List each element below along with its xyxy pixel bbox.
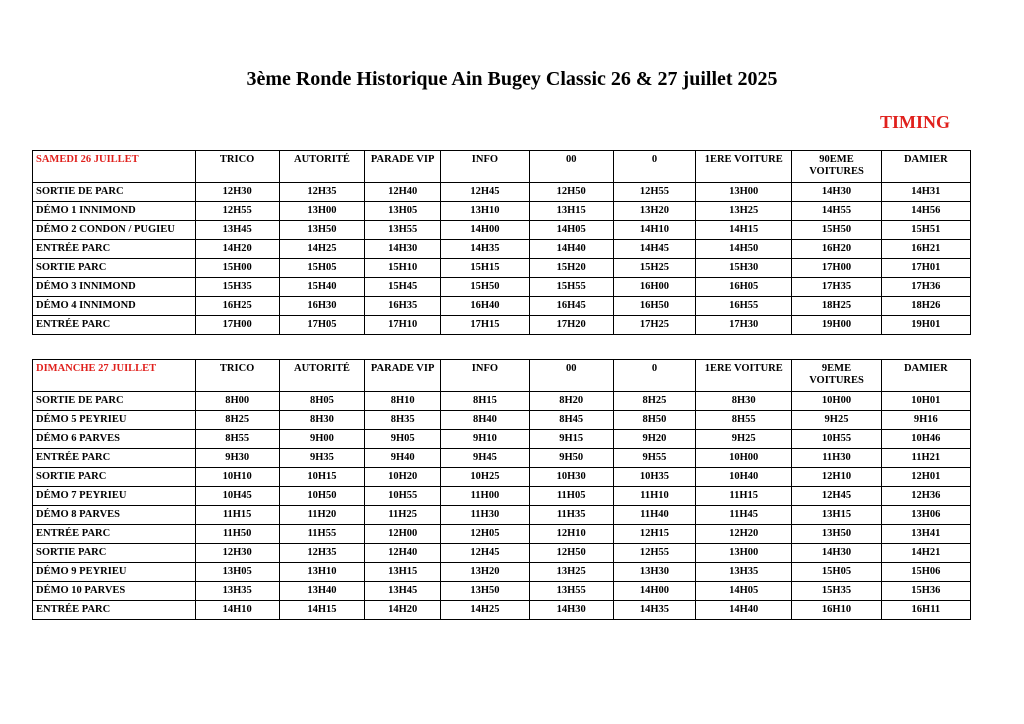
time-cell: 15H25 bbox=[613, 259, 695, 278]
table-row bbox=[33, 487, 971, 506]
time-cell: 9H25 bbox=[696, 430, 792, 449]
time-cell: 18H26 bbox=[881, 297, 970, 316]
table-header-row bbox=[33, 151, 971, 183]
column-header: TRICO bbox=[195, 360, 279, 392]
time-cell: 10H55 bbox=[365, 487, 441, 506]
time-cell: 13H55 bbox=[365, 221, 441, 240]
column-header: 90EME VOITURES bbox=[792, 151, 881, 183]
time-cell: 8H15 bbox=[441, 392, 529, 411]
column-header: DAMIER bbox=[881, 360, 970, 392]
table-row bbox=[33, 449, 971, 468]
time-cell: 13H05 bbox=[195, 563, 279, 582]
table-row bbox=[33, 183, 971, 202]
time-cell: 14H21 bbox=[881, 544, 970, 563]
time-cell: 11H25 bbox=[365, 506, 441, 525]
time-cell: 13H10 bbox=[441, 202, 529, 221]
time-cell: 13H50 bbox=[441, 582, 529, 601]
time-cell: 12H15 bbox=[613, 525, 695, 544]
time-cell: 11H00 bbox=[441, 487, 529, 506]
time-cell: 15H45 bbox=[365, 278, 441, 297]
time-cell: 10H00 bbox=[792, 392, 881, 411]
time-cell: 8H25 bbox=[613, 392, 695, 411]
stage-name: DÉMO 2 CONDON / PUGIEU bbox=[33, 221, 196, 240]
time-cell: 13H41 bbox=[881, 525, 970, 544]
time-cell: 10H10 bbox=[195, 468, 279, 487]
time-cell: 9H35 bbox=[279, 449, 364, 468]
time-cell: 13H25 bbox=[696, 202, 792, 221]
time-cell: 16H35 bbox=[365, 297, 441, 316]
time-cell: 13H15 bbox=[792, 506, 881, 525]
stage-name: DÉMO 6 PARVES bbox=[33, 430, 196, 449]
time-cell: 11H15 bbox=[195, 506, 279, 525]
time-cell: 15H20 bbox=[529, 259, 613, 278]
time-cell: 13H10 bbox=[279, 563, 364, 582]
time-cell: 14H30 bbox=[529, 601, 613, 620]
time-cell: 12H40 bbox=[365, 544, 441, 563]
time-cell: 11H50 bbox=[195, 525, 279, 544]
table-row bbox=[33, 582, 971, 601]
column-header: INFO bbox=[441, 151, 529, 183]
table-row bbox=[33, 563, 971, 582]
time-cell: 10H35 bbox=[613, 468, 695, 487]
table-row bbox=[33, 430, 971, 449]
stage-name: ENTRÉE PARC bbox=[33, 449, 196, 468]
time-cell: 16H21 bbox=[881, 240, 970, 259]
stage-name: ENTRÉE PARC bbox=[33, 525, 196, 544]
time-cell: 12H36 bbox=[881, 487, 970, 506]
time-cell: 9H45 bbox=[441, 449, 529, 468]
table-row bbox=[33, 506, 971, 525]
time-cell: 15H30 bbox=[696, 259, 792, 278]
time-cell: 17H15 bbox=[441, 316, 529, 335]
time-cell: 10H46 bbox=[881, 430, 970, 449]
time-cell: 15H51 bbox=[881, 221, 970, 240]
time-cell: 12H20 bbox=[696, 525, 792, 544]
time-cell: 14H15 bbox=[279, 601, 364, 620]
time-cell: 10H45 bbox=[195, 487, 279, 506]
table-row bbox=[33, 411, 971, 430]
time-cell: 13H45 bbox=[365, 582, 441, 601]
column-header: 00 bbox=[529, 360, 613, 392]
time-cell: 13H15 bbox=[529, 202, 613, 221]
time-cell: 12H05 bbox=[441, 525, 529, 544]
time-cell: 17H00 bbox=[792, 259, 881, 278]
time-cell: 8H55 bbox=[195, 430, 279, 449]
table-row bbox=[33, 601, 971, 620]
time-cell: 8H10 bbox=[365, 392, 441, 411]
stage-name: SORTIE DE PARC bbox=[33, 392, 196, 411]
sunday-schedule-table bbox=[32, 359, 971, 620]
time-cell: 17H35 bbox=[792, 278, 881, 297]
time-cell: 12H55 bbox=[613, 544, 695, 563]
column-header: AUTORITÉ bbox=[279, 151, 364, 183]
stage-name: SORTIE PARC bbox=[33, 468, 196, 487]
table-row bbox=[33, 297, 971, 316]
time-cell: 8H20 bbox=[529, 392, 613, 411]
time-cell: 13H40 bbox=[279, 582, 364, 601]
time-cell: 12H40 bbox=[365, 183, 441, 202]
column-header: TRICO bbox=[195, 151, 279, 183]
time-cell: 16H00 bbox=[613, 278, 695, 297]
time-cell: 10H15 bbox=[279, 468, 364, 487]
time-cell: 16H55 bbox=[696, 297, 792, 316]
time-cell: 14H55 bbox=[792, 202, 881, 221]
time-cell: 16H30 bbox=[279, 297, 364, 316]
time-cell: 8H30 bbox=[279, 411, 364, 430]
time-cell: 10H01 bbox=[881, 392, 970, 411]
time-cell: 16H25 bbox=[195, 297, 279, 316]
time-cell: 14H00 bbox=[441, 221, 529, 240]
time-cell: 15H35 bbox=[195, 278, 279, 297]
time-cell: 15H15 bbox=[441, 259, 529, 278]
time-cell: 14H35 bbox=[613, 601, 695, 620]
time-cell: 12H55 bbox=[613, 183, 695, 202]
time-cell: 11H35 bbox=[529, 506, 613, 525]
time-cell: 14H05 bbox=[529, 221, 613, 240]
table-row bbox=[33, 525, 971, 544]
time-cell: 11H15 bbox=[696, 487, 792, 506]
stage-name: SORTIE DE PARC bbox=[33, 183, 196, 202]
stage-name: SORTIE PARC bbox=[33, 259, 196, 278]
table-row bbox=[33, 544, 971, 563]
time-cell: 14H20 bbox=[195, 240, 279, 259]
time-cell: 11H55 bbox=[279, 525, 364, 544]
time-cell: 15H40 bbox=[279, 278, 364, 297]
time-cell: 13H35 bbox=[696, 563, 792, 582]
time-cell: 19H00 bbox=[792, 316, 881, 335]
timing-label: TIMING bbox=[879, 112, 950, 132]
time-cell: 12H30 bbox=[195, 183, 279, 202]
time-cell: 8H50 bbox=[613, 411, 695, 430]
time-cell: 12H00 bbox=[365, 525, 441, 544]
saturday-schedule-table bbox=[32, 150, 971, 335]
time-cell: 14H25 bbox=[441, 601, 529, 620]
time-cell: 14H25 bbox=[279, 240, 364, 259]
time-cell: 12H01 bbox=[881, 468, 970, 487]
time-cell: 13H50 bbox=[279, 221, 364, 240]
time-cell: 13H00 bbox=[279, 202, 364, 221]
time-cell: 10H00 bbox=[696, 449, 792, 468]
time-cell: 12H55 bbox=[195, 202, 279, 221]
time-cell: 14H00 bbox=[613, 582, 695, 601]
time-cell: 15H55 bbox=[529, 278, 613, 297]
time-cell: 13H25 bbox=[529, 563, 613, 582]
page-title: 3ème Ronde Historique Ain Bugey Classic 26 & 27 juillet 2025 bbox=[246, 68, 778, 90]
time-cell: 10H30 bbox=[529, 468, 613, 487]
time-cell: 12H45 bbox=[792, 487, 881, 506]
time-cell: 16H05 bbox=[696, 278, 792, 297]
time-cell: 15H06 bbox=[881, 563, 970, 582]
time-cell: 8H40 bbox=[441, 411, 529, 430]
column-header: 00 bbox=[529, 151, 613, 183]
time-cell: 18H25 bbox=[792, 297, 881, 316]
column-header: DAMIER bbox=[881, 151, 970, 183]
time-cell: 14H30 bbox=[792, 183, 881, 202]
time-cell: 13H30 bbox=[613, 563, 695, 582]
time-cell: 9H50 bbox=[529, 449, 613, 468]
time-cell: 16H20 bbox=[792, 240, 881, 259]
time-cell: 15H00 bbox=[195, 259, 279, 278]
time-cell: 17H10 bbox=[365, 316, 441, 335]
time-cell: 16H11 bbox=[881, 601, 970, 620]
stage-name: DÉMO 5 PEYRIEU bbox=[33, 411, 196, 430]
time-cell: 17H01 bbox=[881, 259, 970, 278]
time-cell: 14H05 bbox=[696, 582, 792, 601]
time-cell: 14H40 bbox=[529, 240, 613, 259]
time-cell: 16H50 bbox=[613, 297, 695, 316]
table-row bbox=[33, 202, 971, 221]
table-row bbox=[33, 278, 971, 297]
time-cell: 11H40 bbox=[613, 506, 695, 525]
time-cell: 9H30 bbox=[195, 449, 279, 468]
stage-name: ENTRÉE PARC bbox=[33, 316, 196, 335]
time-cell: 14H30 bbox=[792, 544, 881, 563]
time-cell: 17H30 bbox=[696, 316, 792, 335]
time-cell: 12H45 bbox=[441, 544, 529, 563]
time-cell: 17H20 bbox=[529, 316, 613, 335]
time-cell: 15H10 bbox=[365, 259, 441, 278]
time-cell: 14H30 bbox=[365, 240, 441, 259]
time-cell: 14H45 bbox=[613, 240, 695, 259]
time-cell: 9H25 bbox=[792, 411, 881, 430]
time-cell: 9H00 bbox=[279, 430, 364, 449]
time-cell: 10H50 bbox=[279, 487, 364, 506]
time-cell: 12H45 bbox=[441, 183, 529, 202]
time-cell: 11H21 bbox=[881, 449, 970, 468]
time-cell: 9H05 bbox=[365, 430, 441, 449]
time-cell: 14H50 bbox=[696, 240, 792, 259]
time-cell: 16H40 bbox=[441, 297, 529, 316]
time-cell: 13H00 bbox=[696, 544, 792, 563]
time-cell: 14H56 bbox=[881, 202, 970, 221]
time-cell: 13H20 bbox=[613, 202, 695, 221]
time-cell: 15H50 bbox=[792, 221, 881, 240]
time-cell: 15H05 bbox=[279, 259, 364, 278]
time-cell: 8H00 bbox=[195, 392, 279, 411]
stage-name: DÉMO 8 PARVES bbox=[33, 506, 196, 525]
time-cell: 16H45 bbox=[529, 297, 613, 316]
stage-name: DÉMO 1 INNIMOND bbox=[33, 202, 196, 221]
time-cell: 13H00 bbox=[696, 183, 792, 202]
column-header: PARADE VIP bbox=[365, 151, 441, 183]
time-cell: 9H40 bbox=[365, 449, 441, 468]
time-cell: 14H15 bbox=[696, 221, 792, 240]
time-cell: 11H30 bbox=[441, 506, 529, 525]
time-cell: 9H20 bbox=[613, 430, 695, 449]
time-cell: 8H30 bbox=[696, 392, 792, 411]
time-cell: 13H05 bbox=[365, 202, 441, 221]
table-row bbox=[33, 468, 971, 487]
time-cell: 8H55 bbox=[696, 411, 792, 430]
time-cell: 8H45 bbox=[529, 411, 613, 430]
time-cell: 13H06 bbox=[881, 506, 970, 525]
stage-name: DÉMO 10 PARVES bbox=[33, 582, 196, 601]
time-cell: 11H30 bbox=[792, 449, 881, 468]
column-header: AUTORITÉ bbox=[279, 360, 364, 392]
time-cell: 17H36 bbox=[881, 278, 970, 297]
day-label: SAMEDI 26 JUILLET bbox=[33, 151, 196, 183]
time-cell: 10H20 bbox=[365, 468, 441, 487]
time-cell: 15H35 bbox=[792, 582, 881, 601]
column-header: PARADE VIP bbox=[365, 360, 441, 392]
column-header: 9EME VOITURES bbox=[792, 360, 881, 392]
column-header: 1ERE VOITURE bbox=[696, 151, 792, 183]
time-cell: 13H50 bbox=[792, 525, 881, 544]
time-cell: 11H10 bbox=[613, 487, 695, 506]
column-header: 0 bbox=[613, 360, 695, 392]
time-cell: 13H55 bbox=[529, 582, 613, 601]
time-cell: 10H55 bbox=[792, 430, 881, 449]
time-cell: 12H50 bbox=[529, 183, 613, 202]
time-cell: 14H31 bbox=[881, 183, 970, 202]
table-header-row bbox=[33, 360, 971, 392]
stage-name: DÉMO 3 INNIMOND bbox=[33, 278, 196, 297]
time-cell: 13H45 bbox=[195, 221, 279, 240]
column-header: INFO bbox=[441, 360, 529, 392]
time-cell: 17H25 bbox=[613, 316, 695, 335]
time-cell: 9H10 bbox=[441, 430, 529, 449]
time-cell: 13H15 bbox=[365, 563, 441, 582]
time-cell: 15H05 bbox=[792, 563, 881, 582]
time-cell: 9H55 bbox=[613, 449, 695, 468]
time-cell: 19H01 bbox=[881, 316, 970, 335]
time-cell: 17H00 bbox=[195, 316, 279, 335]
stage-name: SORTIE PARC bbox=[33, 544, 196, 563]
time-cell: 10H40 bbox=[696, 468, 792, 487]
column-header: 0 bbox=[613, 151, 695, 183]
time-cell: 13H20 bbox=[441, 563, 529, 582]
day-label: DIMANCHE 27 JUILLET bbox=[33, 360, 196, 392]
table-row bbox=[33, 221, 971, 240]
time-cell: 12H10 bbox=[529, 525, 613, 544]
time-cell: 12H50 bbox=[529, 544, 613, 563]
stage-name: DÉMO 4 INNIMOND bbox=[33, 297, 196, 316]
time-cell: 12H10 bbox=[792, 468, 881, 487]
time-cell: 11H05 bbox=[529, 487, 613, 506]
time-cell: 12H30 bbox=[195, 544, 279, 563]
time-cell: 15H36 bbox=[881, 582, 970, 601]
time-cell: 17H05 bbox=[279, 316, 364, 335]
time-cell: 8H05 bbox=[279, 392, 364, 411]
time-cell: 16H10 bbox=[792, 601, 881, 620]
stage-name: ENTRÉE PARC bbox=[33, 240, 196, 259]
time-cell: 8H35 bbox=[365, 411, 441, 430]
time-cell: 12H35 bbox=[279, 183, 364, 202]
time-cell: 14H10 bbox=[613, 221, 695, 240]
stage-name: DÉMO 9 PEYRIEU bbox=[33, 563, 196, 582]
time-cell: 14H20 bbox=[365, 601, 441, 620]
stage-name: DÉMO 7 PEYRIEU bbox=[33, 487, 196, 506]
time-cell: 14H35 bbox=[441, 240, 529, 259]
table-row bbox=[33, 259, 971, 278]
time-cell: 12H35 bbox=[279, 544, 364, 563]
table-row bbox=[33, 240, 971, 259]
time-cell: 10H25 bbox=[441, 468, 529, 487]
column-header: 1ERE VOITURE bbox=[696, 360, 792, 392]
time-cell: 9H16 bbox=[881, 411, 970, 430]
time-cell: 8H25 bbox=[195, 411, 279, 430]
stage-name: ENTRÉE PARC bbox=[33, 601, 196, 620]
table-row bbox=[33, 316, 971, 335]
time-cell: 9H15 bbox=[529, 430, 613, 449]
time-cell: 11H45 bbox=[696, 506, 792, 525]
time-cell: 11H20 bbox=[279, 506, 364, 525]
time-cell: 14H40 bbox=[696, 601, 792, 620]
time-cell: 14H10 bbox=[195, 601, 279, 620]
time-cell: 15H50 bbox=[441, 278, 529, 297]
time-cell: 13H35 bbox=[195, 582, 279, 601]
table-row bbox=[33, 392, 971, 411]
